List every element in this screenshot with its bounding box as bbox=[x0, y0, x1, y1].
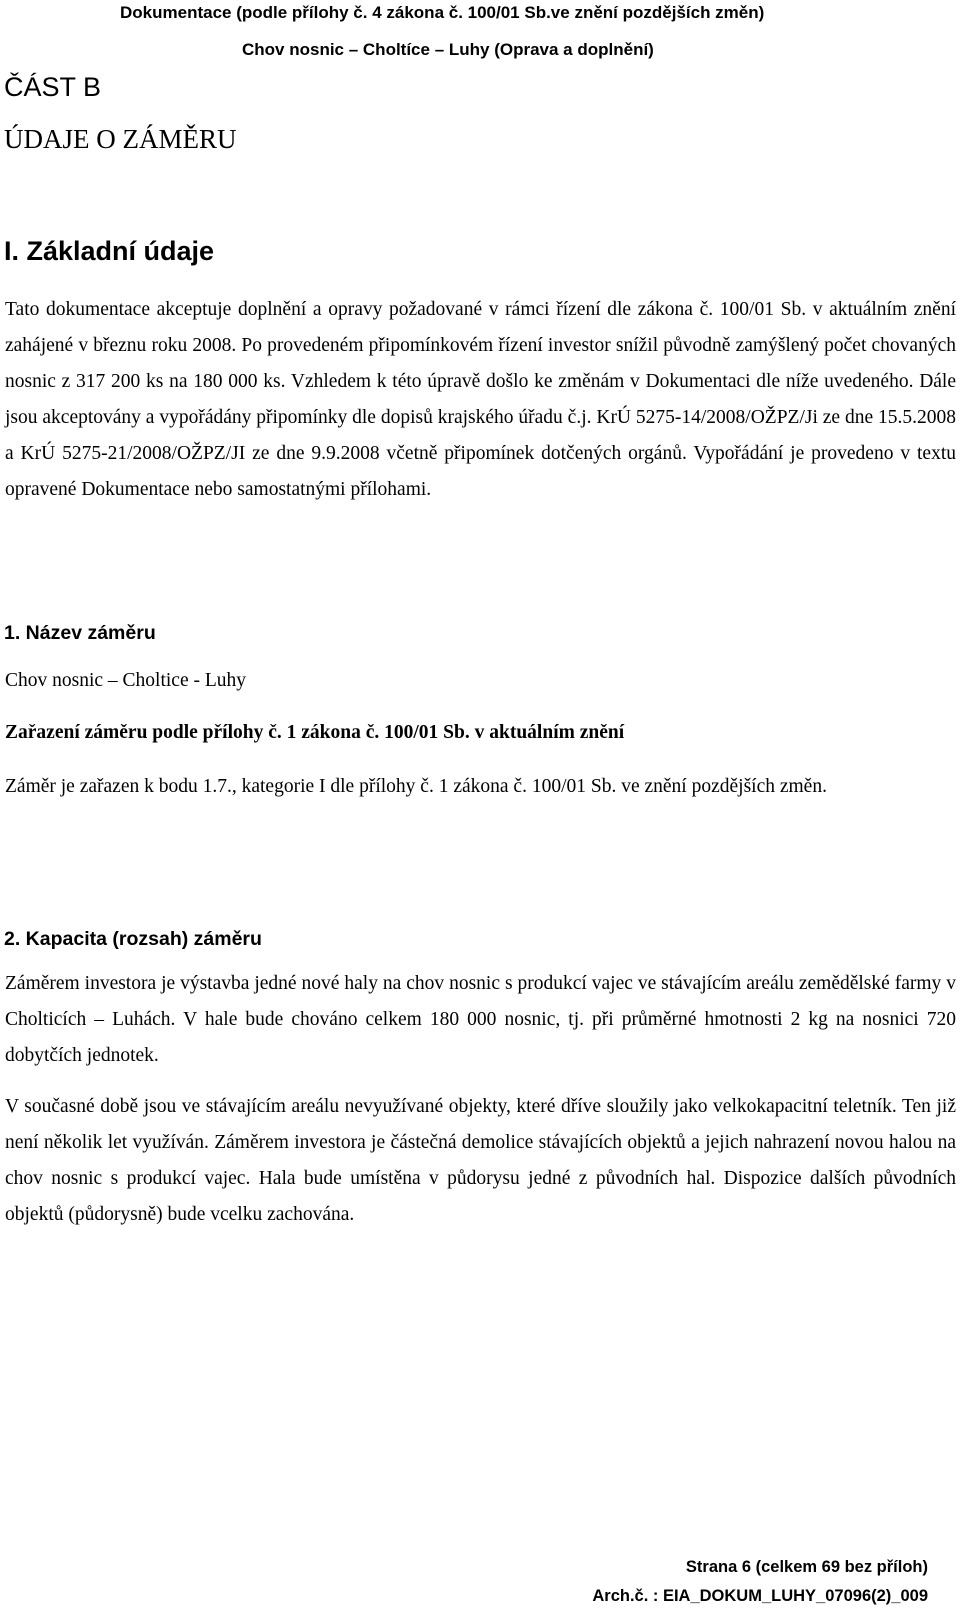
heading-capacity: 2. Kapacita (rozsah) záměru bbox=[4, 928, 262, 950]
part-title: ČÁST B bbox=[4, 72, 102, 102]
part-subtitle: ÚDAJE O ZÁMĚRU bbox=[4, 124, 237, 154]
classification-text: Záměr je zařazen k bodu 1.7., kategorie I dle přílohy č. 1 zákona č. 100/01 Sb. ve znění pozdějších změn. bbox=[5, 776, 827, 797]
classification-heading: Zařazení záměru podle přílohy č. 1 zákona č. 100/01 Sb. v aktuálním znění bbox=[5, 722, 625, 743]
header-line-2: Chov nosnic – Choltíce – Luhy (Oprava a doplnění) bbox=[242, 40, 654, 59]
header-line-1: Dokumentace (podle přílohy č. 4 zákona č. 100/01 Sb.ve znění pozdějších změn) bbox=[120, 3, 765, 22]
intro-paragraph: Tato dokumentace akceptuje doplnění a opravy požadované v rámci řízení dle zákona č. 100/01 Sb. v aktuálním znění zahájené v březnu roku 2008. Po provedeném připomínkovém řízení investor snížil původně zamýšlený počet chovaných nosnic z 317 200 ks na 180 000 ks. Vzhledem k této úpravě došlo ke změnám v Dokumentaci dle níže uvedeného. Dále jsou akceptovány a vypořádány připomínky dle dopisů krajského úřadu č.j. KrÚ 5275-14/2008/OŽPZ/Ji ze dne 15.5.2008 a KrÚ 5275-21/2008/OŽPZ/JI ze dne 9.9.2008 včetně připomínek dotčených orgánů. Vypořádání je provedeno v textu opravené Dokumentace nebo samostatnými přílohami. bbox=[5, 299, 956, 500]
capacity-paragraph-2: V současné době jsou ve stávajícím areálu nevyužívané objekty, které dříve sloužily jako velkokapacitní teletník. Ten již není několik let využíván. Záměrem investora je částečná demolice stávajících objektů a jejich nahrazení novou halou na chov nosnic s produkcí vajec. Hala bude umístěna v půdorysu jedné z původních hal. Dispozice dalších původních objektů (půdorysně) bude vcelku zachována. bbox=[5, 1096, 956, 1225]
archive-number: Arch.č. : EIA_DOKUM_LUHY_07096(2)_009 bbox=[592, 1587, 928, 1605]
section-heading-basic-data: I. Základní údaje bbox=[4, 236, 215, 266]
capacity-paragraph-1: Záměrem investora je výstavba jedné nové haly na chov nosnic s produkcí vajec ve stávajícím areálu zemědělské farmy v Cholticích – Luhách. V hale bude chováno celkem 180 000 nosnic, tj. při průměrné hmotnosti 2 kg na nosnici 720 dobytčích jednotek. bbox=[5, 973, 956, 1066]
page-number: Strana 6 (celkem 69 bez příloh) bbox=[685, 1558, 928, 1576]
heading-project-name: 1. Název záměru bbox=[4, 622, 156, 644]
project-name: Chov nosnic – Choltice - Luhy bbox=[5, 670, 247, 691]
